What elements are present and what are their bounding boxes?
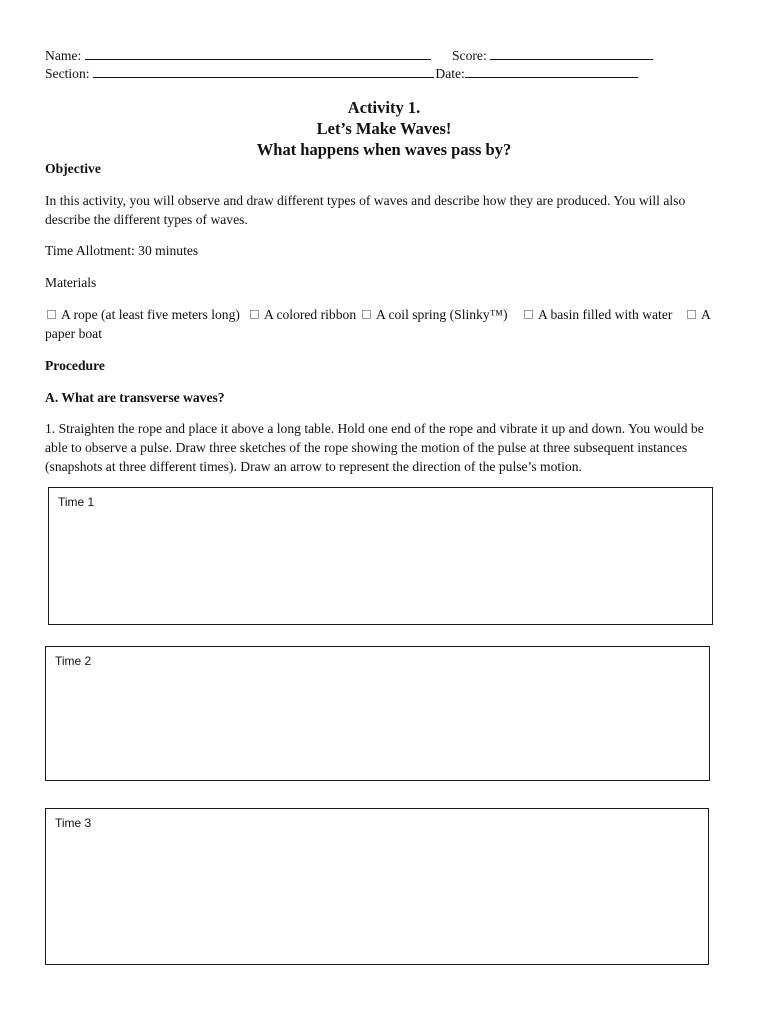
drawing-box-time-1[interactable] <box>48 487 713 625</box>
section-blank <box>93 65 434 78</box>
drawing-box-time-3[interactable] <box>45 808 709 965</box>
drawing-box-label: Time 3 <box>55 816 92 830</box>
step1-text-line1: 1. Straighten the rope and place it above a long table. Hold one end of the rope and vibrate it up and down. You would be <box>45 421 704 436</box>
activity-number-title: Activity 1. <box>347 98 421 117</box>
name-blank <box>85 47 431 60</box>
score-field-row <box>452 46 653 65</box>
drawing-box-label: Time 1 <box>58 495 95 509</box>
checkbox-icon <box>524 310 533 319</box>
step1-text-line2: able to observe a pulse. Draw three sketches of the rope showing the motion of the pulse at three subsequent instances <box>45 440 688 455</box>
checkbox-icon <box>687 310 696 319</box>
activity-question-title: What happens when waves pass by? <box>256 140 512 159</box>
name-label: Name: <box>45 48 82 63</box>
activity-name-title: Let’s Make Waves! <box>316 119 452 138</box>
drawing-box-label: Time 2 <box>55 654 92 668</box>
section-label: Section: <box>45 66 90 81</box>
score-label: Score: <box>452 48 487 63</box>
checkbox-icon <box>250 310 259 319</box>
procedure-heading: Procedure <box>45 358 105 373</box>
materials-heading: Materials <box>45 275 97 290</box>
date-blank <box>465 65 638 78</box>
objective-heading: Objective <box>45 161 101 176</box>
objective-text-line1: In this activity, you will observe and draw different types of waves and describe how they are produced. You will also <box>45 193 686 208</box>
materials-item-boat: A <box>687 305 711 324</box>
time-allotment: Time Allotment: 30 minutes <box>45 243 199 258</box>
materials-item-boat-continuation: paper boat <box>45 326 102 341</box>
name-field-row <box>45 46 431 65</box>
checkbox-icon <box>362 310 371 319</box>
checkbox-icon <box>47 310 56 319</box>
objective-text-line2: describe the different types of waves. <box>45 212 248 227</box>
drawing-box-time-2[interactable] <box>45 646 710 781</box>
materials-item-rope: A rope (at least five meters long) <box>47 305 240 324</box>
materials-item-spring: A coil spring (Slinky™) <box>362 305 508 324</box>
materials-item-ribbon: A colored ribbon <box>250 305 356 324</box>
step1-text-line3: (snapshots at three different times). Draw an arrow to represent the direction of the pulse’s motion. <box>45 459 582 474</box>
date-label: Date: <box>435 66 465 81</box>
section-field-row <box>45 64 638 83</box>
section-a-heading: A. What are transverse waves? <box>45 390 225 405</box>
materials-item-basin: A basin filled with water <box>524 305 672 324</box>
score-blank <box>490 47 653 60</box>
